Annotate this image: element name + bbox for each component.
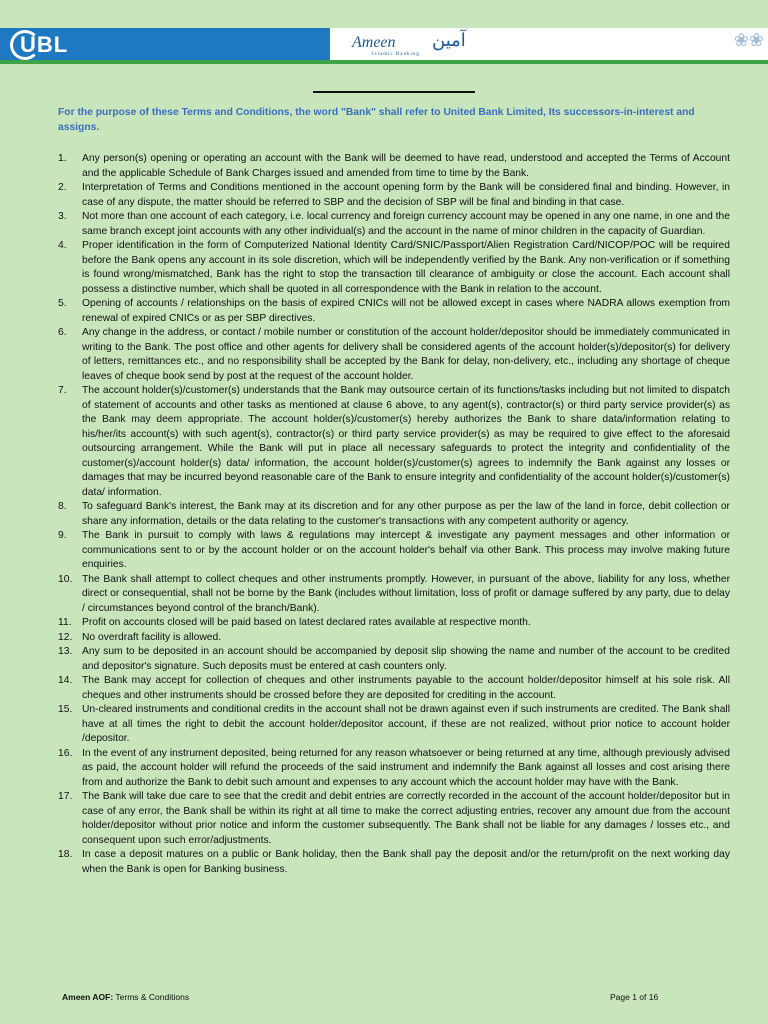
term-text: Any person(s) opening or operating an account with the Bank will be deemed to have read, understood and accepted the Terms of Account and the applicable Schedule of Bank Charges issued and amended from time to time by the Bank. xyxy=(82,153,730,179)
term-item xyxy=(58,297,730,326)
term-text: The Bank in pursuit to comply with laws & regulations may intercept & investigate any payment messages and other information or communications sent to or by the account holder or on the account holder's behalf via other Bank. This process may involve making future enquiries. xyxy=(82,530,730,570)
term-text: Interpretation of Terms and Conditions mentioned in the account opening form by the Bank will be considered final and binding. However, in case of any dispute, the matter should be referred to SBP and the decision of SBP will be final and binding in that case. xyxy=(82,182,730,208)
term-number: 4. xyxy=(58,240,67,251)
term-text: Any sum to be deposited in an account should be accompanied by deposit slip showing the name and number of the account to be credited and depositor's signature. Such deposits must be entered at cash counters only. xyxy=(82,646,730,672)
footer-document-name xyxy=(62,992,189,1002)
term-number: 14. xyxy=(58,675,73,686)
term-number: 12. xyxy=(58,631,73,643)
terms-list xyxy=(58,152,730,877)
ubl-logo xyxy=(10,32,68,58)
decorative-pattern-icon: ❀❀ xyxy=(733,30,764,51)
ameen-urdu-logo: آمین xyxy=(432,30,466,51)
term-number: 16. xyxy=(58,747,73,759)
term-text: Not more than one account of each category, i.e. local currency and foreign currency account may be opened in any one name, in one and the same branch except joint accounts with any other individual(s) and the account in the name of minor children in the capacity of Guardian. xyxy=(82,211,730,237)
term-text: Un-cleared instruments and conditional credits in the account shall not be drawn against even if such instruments are credited. The Bank shall have at all times the right to debit the account holder/depositor account, if these are not realized, without prior notice to account holder /depositor. xyxy=(82,704,730,744)
ameen-logo-text: Ameen xyxy=(352,34,396,51)
term-text: The Bank will take due care to see that the credit and debit entries are correctly recorded in the account of the account holder/depositor but in case of any error, the Bank shall be within its right at all time to make the correct adjusting entries, recover any amount due from the account holder/depositor without prior notice and inform the customer subsequently. The Bank shall not be liable for any damages / losses etc., and consequent upon such error/adjustments. xyxy=(82,791,730,846)
term-text: The account holder(s)/customer(s) understands that the Bank may outsource certain of its functions/tasks including but not limited to dispatch of statement of accounts and other tasks as mentioned at clause 6 above, to any agent(s), contractor(s) or third party service provider(s) as the Bank may deem appropriate. The account holder(s)/customer(s) hereby authorizes the Bank to share data/information relating to his/her/its account(s) with such agent(s), contractor(s) or third party service provider(s) as may be required to give effect to the aforesaid outsourcing arrangement. While the Bank will put in place all necessary safeguards to protect the integrity and confidentiality of the customer(s)/account holder(s) data/ information, the account holder(s)/customer(s) agrees to indemnify the Bank against any losses or damages that may be incurred beyond reasonable care of the Bank to ensure integrity and confidentiality of the account holder(s)/customer(s) data/ information. xyxy=(82,385,730,498)
term-item xyxy=(58,848,730,877)
ubl-logo-text: UBL xyxy=(20,32,69,57)
term-item xyxy=(58,210,730,239)
ameen-logo xyxy=(352,34,420,57)
term-number: 13. xyxy=(58,646,73,657)
term-number: 7. xyxy=(58,385,67,396)
term-text: The Bank may accept for collection of cheques and other instruments payable to the account holder/depositor himself at his sole risk. All cheques and other instruments should be crossed before they are deposited for crediting in the account. xyxy=(82,675,730,701)
term-item xyxy=(58,384,730,500)
intro-paragraph: For the purpose of these Terms and Conditions, the word "Bank" shall refer to United Bank Limited, Its successors-in-interest and assigns. xyxy=(58,107,695,133)
term-number: 9. xyxy=(58,530,67,541)
term-number: 3. xyxy=(58,211,67,222)
term-number: 10. xyxy=(58,573,73,585)
term-text: To safeguard Bank's interest, the Bank may at its discretion and for any other purpose as per the law of the land in force, debit collection or share any information, details or the data relating to the customer's transactions with any competent authority or agency. xyxy=(82,501,730,527)
term-number: 5. xyxy=(58,298,67,309)
footer-doc-rest: Terms & Conditions xyxy=(113,992,190,1002)
term-number: 1. xyxy=(58,153,67,164)
term-text: In case a deposit matures on a public or Bank holiday, then the Bank shall pay the deposit and/or the return/profit on the next working day when the Bank is open for Banking business. xyxy=(82,849,730,875)
term-item xyxy=(58,529,730,573)
term-number: 15. xyxy=(58,704,73,715)
ameen-logo-subtitle: Islamic Banking xyxy=(372,52,420,57)
page-header xyxy=(0,28,768,64)
term-item xyxy=(58,181,730,210)
term-number: 17. xyxy=(58,791,73,802)
term-item xyxy=(58,326,730,384)
term-item xyxy=(58,674,730,703)
term-item xyxy=(58,790,730,848)
term-item xyxy=(58,645,730,674)
title-rule xyxy=(313,91,475,93)
term-text: Proper identification in the form of Computerized National Identity Card/SNIC/Passport/Alien Registration Card/NICOP/POC will be required before the Bank opens any account in its sole discretion, which will be independently verified by the Bank. Any non-verification or if something is found wrong/mismatched, Bank has the right to stop the transaction till clearance of ambiguity or close the account. Each account shall possess a distinctive number, which shall be quoted in all correspondence with the Bank in relation to the account. xyxy=(82,240,730,295)
term-item xyxy=(58,239,730,297)
footer-doc-bold: Ameen AOF: xyxy=(62,992,114,1002)
term-text: Opening of accounts / relationships on the basis of expired CNICs will not be allowed except in cases where NADRA allows exemption from renewal of expired CNICs or as per SBP directives. xyxy=(82,298,730,324)
term-number: 8. xyxy=(58,501,67,512)
term-number: 6. xyxy=(58,327,67,338)
term-number: 18. xyxy=(58,849,73,860)
term-item xyxy=(58,631,730,646)
term-text: No overdraft facility is allowed. xyxy=(82,631,222,643)
term-item xyxy=(58,616,730,631)
footer-page-number: Page 1 of 16 xyxy=(610,992,659,1002)
term-item xyxy=(58,703,730,747)
term-text: Profit on accounts closed will be paid based on latest declared rates available at respective month. xyxy=(82,617,531,628)
term-text: Any change in the address, or contact / mobile number or constitution of the account holder/depositor should be immediately communicated in writing to the Bank. The post office and other agents for delivery shall be considered agents of the account holder(s)/depositor(s) for delivery of letters, remittances etc., and no responsibility shall be accepted by the Bank for delay, non-delivery, etc., including any shortage of cheque leaves of cheque book send by post at the request of the account holder. xyxy=(82,327,730,382)
term-number: 2. xyxy=(58,182,67,193)
term-item xyxy=(58,573,730,617)
term-text: In the event of any instrument deposited, being returned for any reason whatsoever or being returned at any time, although previously advised as paid, the account holder will refund the proceeds of the said instrument and indemnify the Bank against all losses and cost arising there from and authorize the Bank to debit such amount and expenses to any account which the account holder may have with the Bank. xyxy=(82,747,730,788)
header-green-line xyxy=(0,60,768,64)
term-item xyxy=(58,152,730,181)
term-item xyxy=(58,747,730,791)
term-item xyxy=(58,500,730,529)
term-number: 11. xyxy=(58,617,72,628)
term-text: The Bank shall attempt to collect cheques and other instruments promptly. However, in pursuant of the above, liability for any loss, whether direct or consequential, shall not be borne by the Bank (includes without limitation, loss of profit or damage suffered by any party, due to delay / circumstances beyond control of the branch/Bank). xyxy=(82,573,730,614)
